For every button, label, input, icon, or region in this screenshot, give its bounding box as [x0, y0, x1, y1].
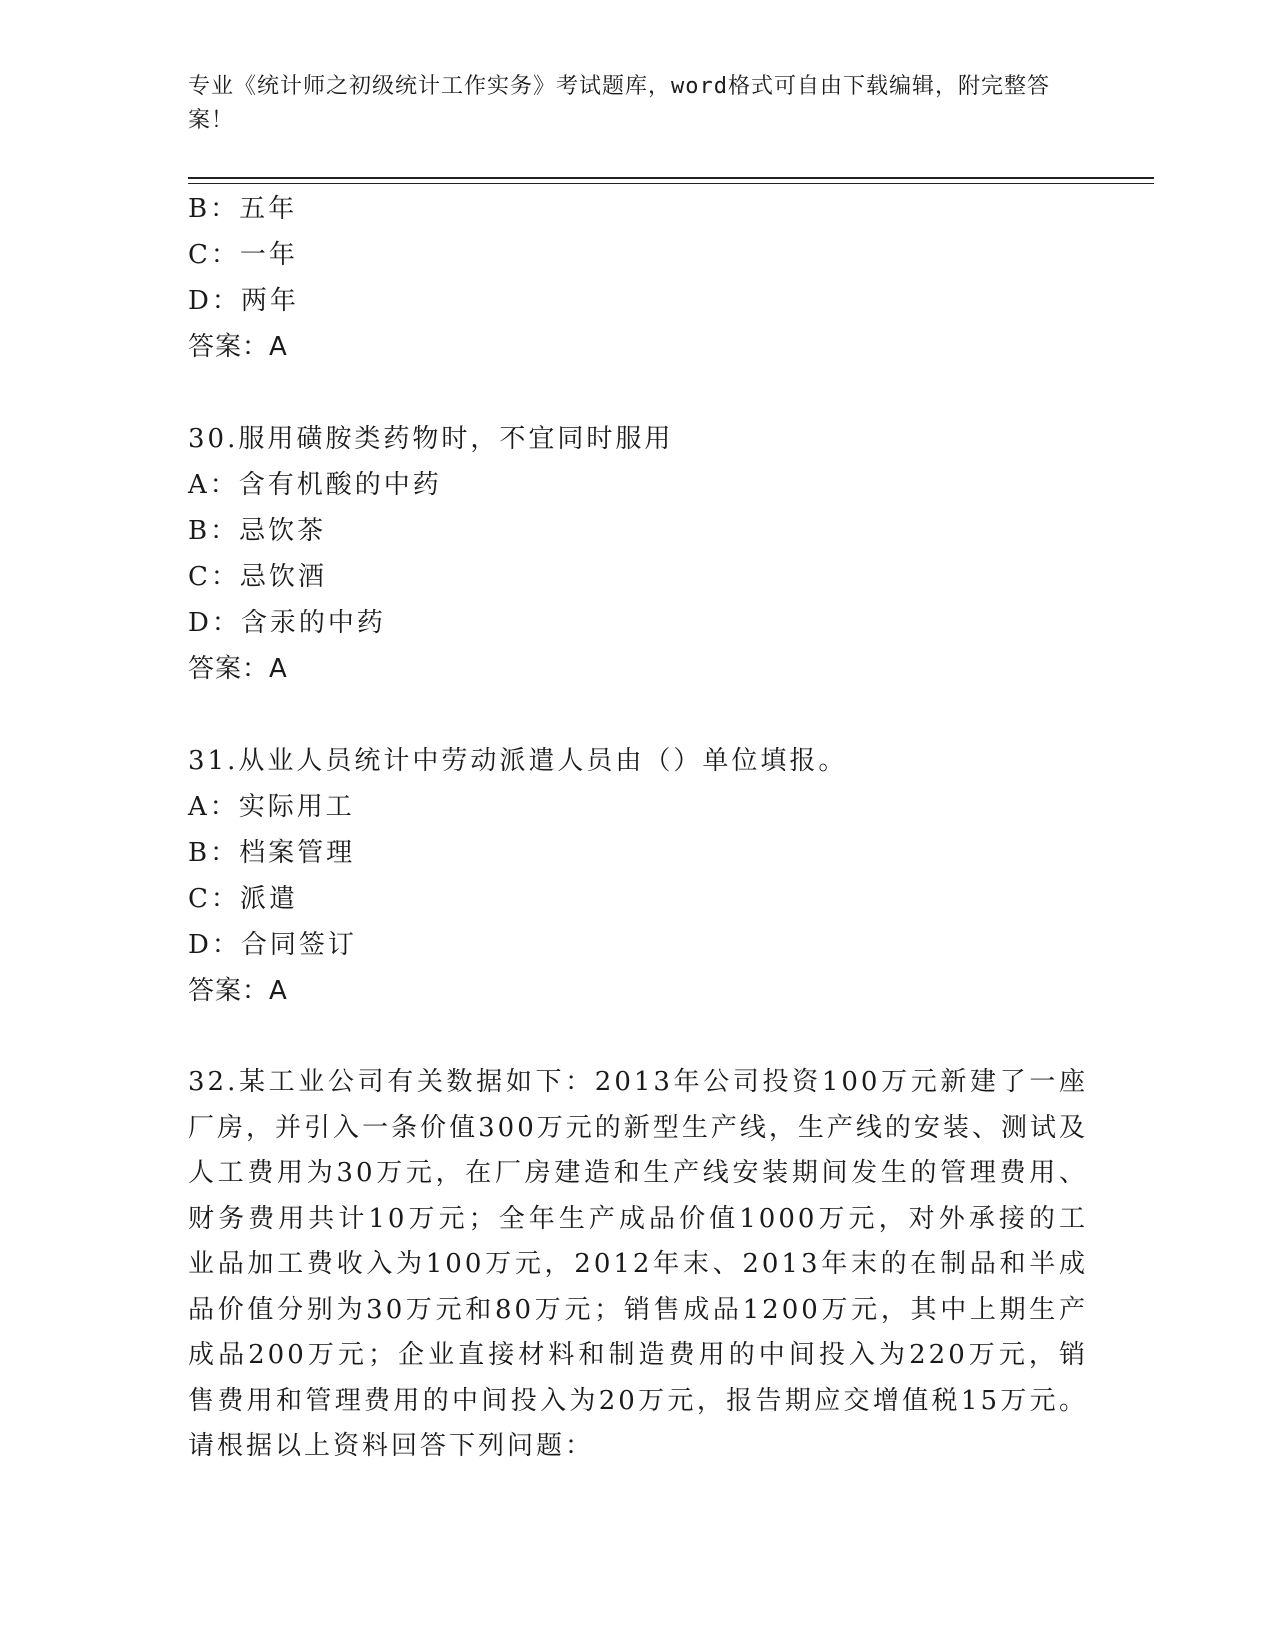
option-a: A：含有机酸的中药	[188, 470, 442, 500]
question-list	[188, 186, 1088, 1470]
option-d: D：合同签订	[188, 930, 357, 960]
question-stem: 32.某工业公司有关数据如下：2013年公司投资100万元新建了一座厂房，并引入一条价值300万元的新型生产线，生产线的安装、测试及人工费用为30万元，在厂房建造和生产线安装期间发生的管理费用、财务费用共计10万元；全年生产成品价值1000万元，对外承接的工业品加工费收入为100万元，2012年末、2013年末的在制品和半成品价值分别为30万元和80万元；销售成品1200万元，其中上期生产成品200万元；企业直接材料和制造费用的中间投入为220万元，销售费用和管理费用的中间投入为20万元，报告期应交增值税15万元。请根据以上资料回答下列问题：	[188, 1067, 1088, 1461]
question-stem: 30.服用磺胺类药物时，不宜同时服用	[188, 424, 674, 454]
header-rule-thin	[188, 183, 1154, 184]
answer: 答案：A	[188, 654, 288, 684]
option-a: A：实际用工	[188, 792, 355, 822]
option-b: B：档案管理	[188, 838, 356, 868]
option-b: B：忌饮茶	[188, 516, 327, 546]
option-c: C：派遣	[188, 884, 298, 914]
option-c: C：忌饮酒	[188, 562, 327, 592]
question-30	[188, 416, 1088, 692]
option-c: C：一年	[188, 240, 298, 270]
question-stem: 31.从业人员统计中劳动派遣人员由（）单位填报。	[188, 746, 848, 776]
question-32	[188, 1060, 1088, 1470]
spacer	[188, 370, 1088, 416]
question-31	[188, 738, 1088, 1014]
question-29-tail	[188, 186, 1088, 370]
option-d: D：两年	[188, 286, 299, 316]
answer: 答案：A	[188, 332, 288, 362]
spacer	[188, 692, 1088, 738]
document-header: 专业《统计师之初级统计工作实务》考试题库，word格式可自由下载编辑，附完整答案！	[188, 74, 1050, 133]
spacer	[188, 1014, 1088, 1060]
option-b: B：五年	[188, 194, 298, 224]
option-d: D：含汞的中药	[188, 608, 386, 638]
answer: 答案：A	[188, 976, 288, 1006]
header-rule-thick	[188, 177, 1154, 179]
